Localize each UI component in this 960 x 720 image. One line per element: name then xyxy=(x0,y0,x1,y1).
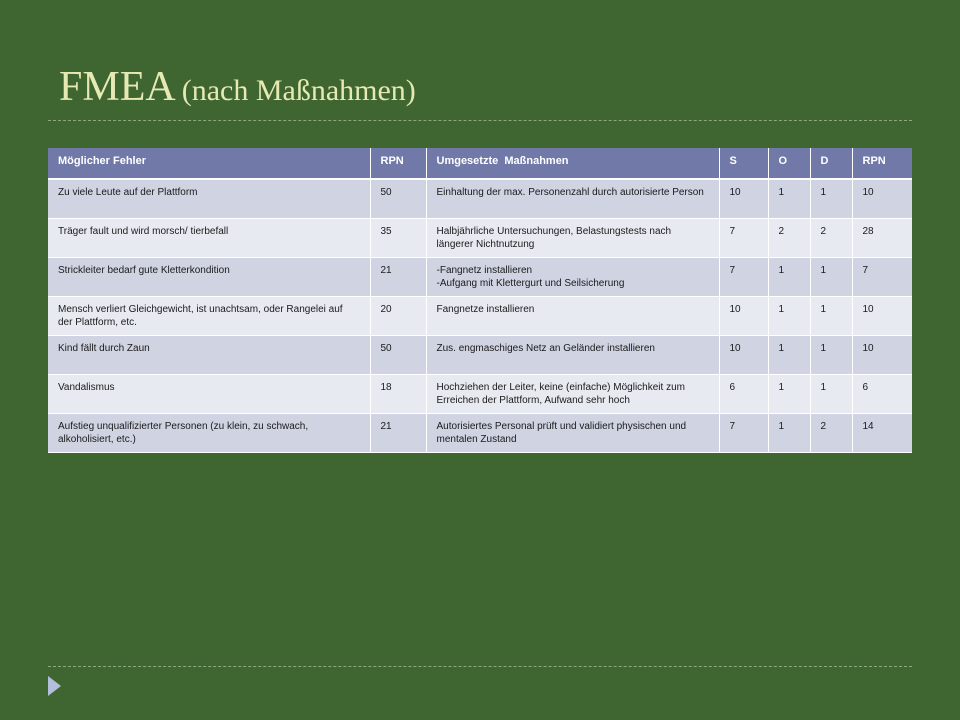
header-row xyxy=(48,148,912,179)
cell-massnahme: -Fangnetz installieren -Aufgang mit Klettergurt und Seilsicherung xyxy=(426,257,719,296)
title-main: FMEA xyxy=(59,64,176,110)
header-d: D xyxy=(810,148,852,179)
cell-d: 2 xyxy=(810,218,852,257)
cell-massnahme: Halbjährliche Untersuchungen, Belastungstests nach längerer Nichtnutzung xyxy=(426,218,719,257)
cell-rpn-before: 21 xyxy=(370,257,426,296)
cell-o: 1 xyxy=(768,296,810,335)
cell-d: 1 xyxy=(810,179,852,218)
cell-rpn-after: 10 xyxy=(852,296,912,335)
header-massnahmen: Umgesetzte Maßnahmen xyxy=(426,148,719,179)
fmea-table xyxy=(48,148,912,453)
table-row xyxy=(48,296,912,335)
cell-fehler: Vandalismus xyxy=(48,374,370,413)
cell-rpn-before: 35 xyxy=(370,218,426,257)
table-row xyxy=(48,257,912,296)
cell-rpn-before: 18 xyxy=(370,374,426,413)
top-divider xyxy=(48,120,912,121)
cell-rpn-before: 50 xyxy=(370,335,426,374)
cell-s: 6 xyxy=(719,374,768,413)
cell-fehler: Aufstieg unqualifizierter Personen (zu klein, zu schwach, alkoholisiert, etc.) xyxy=(48,413,370,452)
cell-rpn-before: 21 xyxy=(370,413,426,452)
cell-massnahme: Autorisiertes Personal prüft und validiert physischen und mentalen Zustand xyxy=(426,413,719,452)
cell-fehler: Träger fault und wird morsch/ tierbefall xyxy=(48,218,370,257)
cell-fehler: Zu viele Leute auf der Plattform xyxy=(48,179,370,218)
cell-d: 1 xyxy=(810,374,852,413)
cell-d: 1 xyxy=(810,335,852,374)
header-o: O xyxy=(768,148,810,179)
cell-s: 7 xyxy=(719,413,768,452)
cell-rpn-after: 10 xyxy=(852,179,912,218)
table-row xyxy=(48,413,912,452)
cell-s: 10 xyxy=(719,296,768,335)
cell-fehler: Kind fällt durch Zaun xyxy=(48,335,370,374)
cell-d: 1 xyxy=(810,296,852,335)
header-s: S xyxy=(719,148,768,179)
cell-s: 7 xyxy=(719,218,768,257)
cell-fehler: Mensch verliert Gleichgewicht, ist unachtsam, oder Rangelei auf der Plattform, etc. xyxy=(48,296,370,335)
cell-s: 7 xyxy=(719,257,768,296)
cell-rpn-before: 50 xyxy=(370,179,426,218)
cell-massnahme: Zus. engmaschiges Netz an Geländer installieren xyxy=(426,335,719,374)
header-fehler: Möglicher Fehler xyxy=(48,148,370,179)
cell-s: 10 xyxy=(719,335,768,374)
cell-rpn-after: 7 xyxy=(852,257,912,296)
cell-massnahme: Fangnetze installieren xyxy=(426,296,719,335)
cell-o: 1 xyxy=(768,257,810,296)
slide-title xyxy=(59,66,416,108)
cell-s: 10 xyxy=(719,179,768,218)
cell-o: 1 xyxy=(768,413,810,452)
header-rpn-after: RPN xyxy=(852,148,912,179)
title-subtitle: (nach Maßnahmen) xyxy=(181,74,416,107)
play-triangle-icon xyxy=(48,676,61,696)
cell-rpn-after: 14 xyxy=(852,413,912,452)
cell-o: 2 xyxy=(768,218,810,257)
cell-rpn-after: 10 xyxy=(852,335,912,374)
cell-o: 1 xyxy=(768,374,810,413)
cell-fehler: Strickleiter bedarf gute Kletterkondition xyxy=(48,257,370,296)
cell-rpn-after: 28 xyxy=(852,218,912,257)
header-rpn-before: RPN xyxy=(370,148,426,179)
cell-massnahme: Einhaltung der max. Personenzahl durch autorisierte Person xyxy=(426,179,719,218)
cell-d: 1 xyxy=(810,257,852,296)
table-row xyxy=(48,179,912,218)
cell-o: 1 xyxy=(768,179,810,218)
cell-rpn-before: 20 xyxy=(370,296,426,335)
table-row xyxy=(48,374,912,413)
cell-o: 1 xyxy=(768,335,810,374)
table-row xyxy=(48,218,912,257)
cell-massnahme: Hochziehen der Leiter, keine (einfache) Möglichkeit zum Erreichen der Plattform, Aufwand sehr hoch xyxy=(426,374,719,413)
cell-d: 2 xyxy=(810,413,852,452)
cell-rpn-after: 6 xyxy=(852,374,912,413)
bottom-divider xyxy=(48,666,912,667)
table-row xyxy=(48,335,912,374)
